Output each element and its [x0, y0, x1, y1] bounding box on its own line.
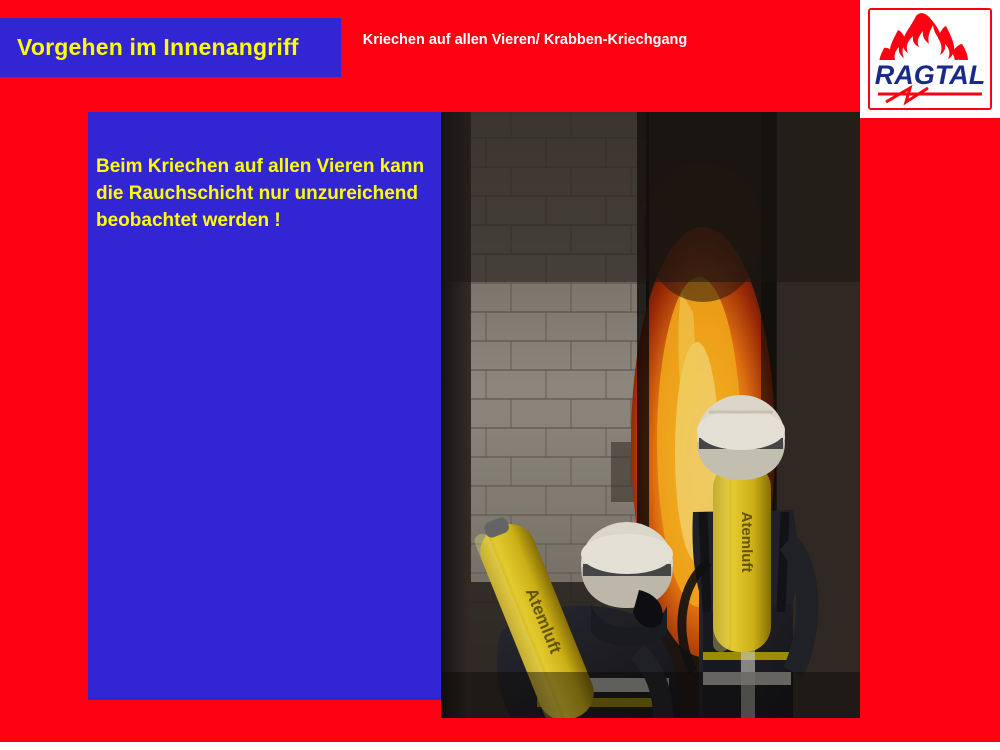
body-text: Beim Kriechen auf allen Vieren kann die Rauchschicht nur unzureichend beobachtet werden !	[96, 156, 425, 231]
logo-wordmark: RAGTAL	[874, 60, 986, 90]
cylinder-label-right: Atemluft	[738, 511, 755, 573]
logo-frame	[868, 8, 992, 110]
header-subtitle: Kriechen auf allen Vieren/ Krabben-Kriechgang	[362, 32, 688, 48]
slide-title-box	[0, 18, 341, 77]
cylinder-label-left: Atemluft	[521, 585, 566, 657]
page-title: Vorgehen im Innenangriff	[17, 34, 299, 60]
ragtal-logo-icon	[870, 10, 990, 108]
firefighters-photo-illustration	[441, 112, 860, 718]
scene-photo	[441, 112, 860, 718]
logo-container	[860, 0, 1000, 118]
